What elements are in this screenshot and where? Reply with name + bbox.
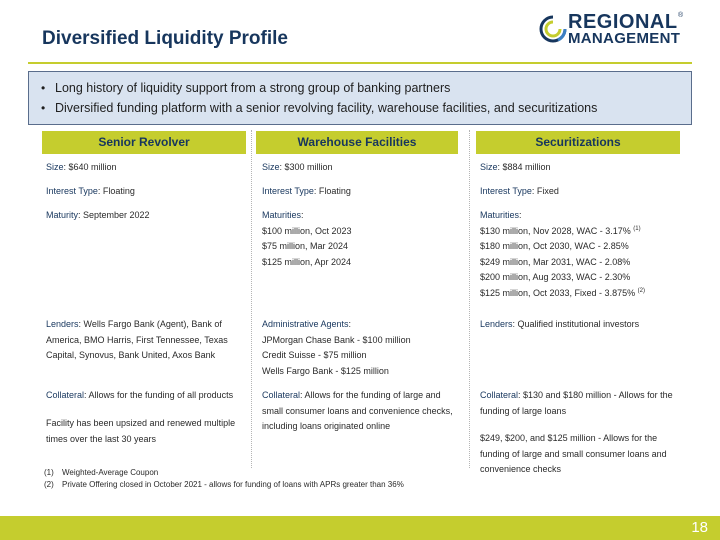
size-row (46, 160, 246, 176)
maturity-label: Maturity (46, 210, 79, 220)
size-row (262, 160, 462, 176)
maturity-item: $100 million, Oct 2023 (262, 225, 352, 236)
interest-row (46, 184, 246, 200)
maturity-item (480, 239, 684, 255)
lenders-label: Lenders (480, 319, 513, 329)
bullet-text: Long history of liquidity support from a strong group of banking partners (55, 81, 451, 95)
collateral-value: : $130 and $180 million - Allows for the funding of large loans (480, 390, 673, 416)
maturity-text: $180 million, Oct 2030, WAC - 2.85% (480, 241, 629, 251)
lenders-row (46, 317, 246, 364)
interest-label: Interest Type (262, 186, 314, 196)
size-label: Size (46, 162, 64, 172)
footnotes (44, 467, 404, 491)
column-divider (251, 130, 252, 468)
lenders-value: : Qualified institutional investors (512, 319, 640, 329)
size-row (480, 160, 684, 176)
maturities-colon: : (519, 210, 522, 220)
agents-block (262, 317, 462, 379)
maturity-item (480, 270, 684, 286)
maturities-label: Maturities (262, 210, 302, 220)
maturity-item (480, 255, 684, 271)
size-value: : $640 million (63, 162, 117, 172)
lenders-label: Lenders (46, 319, 79, 329)
footnote-text: Weighted-Average Coupon (62, 468, 159, 477)
agent-item: Credit Suisse - $75 million (262, 350, 367, 360)
maturity-item: $125 million, Apr 2024 (262, 256, 352, 267)
lenders-value: : Wells Fargo Bank (Agent), Bank of America, BMO Harris, First Tennessee, Texas Capital, Synovus, Bank United, Axos Bank (46, 319, 228, 360)
footnote-marker: (2) (637, 287, 645, 294)
column-divider (469, 130, 470, 468)
maturity-item: $75 million, Mar 2024 (262, 241, 349, 251)
header-senior-revolver: Senior Revolver (42, 131, 246, 154)
footnote (44, 479, 404, 491)
interest-label: Interest Type (480, 186, 532, 196)
collateral-row (480, 388, 684, 419)
maturity-item (480, 224, 684, 240)
logo-swoosh-icon (538, 14, 568, 44)
summary-bullet (41, 78, 691, 98)
collateral-value: : Allows for the funding of all products (84, 390, 234, 400)
maturities-colon: : (301, 210, 304, 220)
logo-text-management: MANAGEMENT (568, 30, 681, 47)
footnote-number: (1) (44, 468, 54, 477)
collateral-note: $249, $200, and $125 million - Allows for the funding of large and small consumer loans and convenience checks (480, 433, 667, 474)
maturity-row (46, 208, 246, 224)
footnote-text: Private Offering closed in October 2021 - allows for funding of loans with APRs greater than 36% (62, 480, 404, 489)
collateral-label: Collateral (46, 390, 85, 400)
bullet-text: Diversified funding platform with a senior revolving facility, warehouse facilities, and securitizations (55, 101, 598, 115)
maturity-value: : September 2022 (78, 210, 150, 220)
maturity-text: $125 million, Oct 2033, Fixed - 3.875% (480, 287, 636, 298)
bullet-dot-icon: • (41, 81, 46, 95)
size-value: : $300 million (279, 162, 333, 172)
summary-callout (28, 71, 692, 125)
footnote-number: (2) (44, 480, 54, 489)
maturities-label: Maturities (480, 210, 520, 220)
size-label: Size (480, 162, 498, 172)
logo-text-regional: REGIONAL (568, 11, 678, 33)
maturities-block (262, 208, 462, 270)
logo-trademark: ® (678, 12, 684, 19)
summary-bullet (41, 98, 691, 118)
interest-label: Interest Type (46, 186, 98, 196)
footer-bar (0, 516, 720, 540)
collateral-value: : Allows for the funding of large and small consumer loans and convenience checks, including loans originated online (262, 390, 453, 431)
interest-value: : Floating (97, 186, 135, 196)
collateral-row (262, 388, 462, 435)
maturity-item (480, 286, 684, 302)
facility-note: Facility has been upsized and renewed multiple times over the last 30 years (46, 418, 236, 444)
agent-item: Wells Fargo Bank - $125 million (262, 365, 389, 376)
lenders-row (480, 317, 684, 333)
bullet-dot-icon: • (41, 101, 46, 115)
collateral-label: Collateral (262, 390, 301, 400)
company-logo (538, 12, 688, 48)
size-value: : $884 million (497, 162, 551, 172)
page-title: Diversified Liquidity Profile (42, 28, 288, 49)
footnote (44, 467, 404, 479)
agent-item: JPMorgan Chase Bank - $100 million (262, 334, 411, 345)
maturity-text: $249 million, Mar 2031, WAC - 2.08% (480, 256, 631, 267)
interest-value: : Floating (313, 186, 351, 196)
maturity-text: $200 million, Aug 2033, WAC - 2.30% (480, 272, 631, 282)
collateral-label: Collateral (480, 390, 519, 400)
agents-colon: : (348, 319, 352, 329)
title-divider (28, 62, 692, 64)
agents-label: Administrative Agents (262, 319, 349, 329)
header-warehouse-facilities: Warehouse Facilities (256, 131, 458, 154)
collateral-row (46, 388, 246, 404)
header-securitizations: Securitizations (476, 131, 680, 154)
footnote-marker: (1) (633, 225, 641, 232)
maturity-text: $130 million, Nov 2028, WAC - 3.17% (480, 225, 631, 236)
size-label: Size (262, 162, 280, 172)
page-number: 18 (691, 519, 708, 536)
interest-value: : Fixed (531, 186, 559, 196)
interest-row (480, 184, 684, 200)
interest-row (262, 184, 462, 200)
maturities-block (480, 208, 684, 301)
